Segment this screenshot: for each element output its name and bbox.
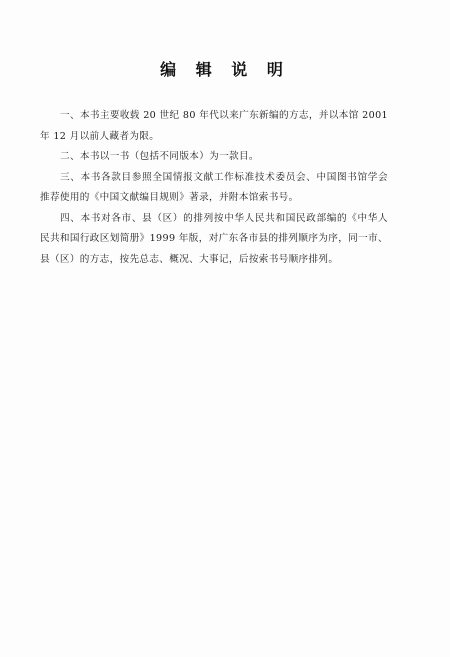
page-title: 编 辑 说 明 [160,60,290,79]
paragraph-1: 一、本书主要收载 20 世纪 80 年代以来广东新编的方志，并以本馆 2001 年 12 月以前人藏者为限。 [40,110,388,142]
paragraph-4: 四、本书对各市、县（区）的排列按中华人民共和国民政部编的《中华人民共和国行政区划简册》1999 年版，对广东各市县的排列顺序为序，同一市、县（区）的方志，按先总志、概况、大事记，后按索书号顺序排列。 [40,212,388,265]
document-body [40,106,388,270]
paragraph-3: 三、本书各款目参照全国情报文献工作标准技术委员会、中国图书馆学会推荐使用的《中国文献编目规则》著录，并附本馆索书号。 [40,171,388,203]
paragraph-2: 二、本书以一书（包括不同版本）为一款目。 [60,151,259,162]
